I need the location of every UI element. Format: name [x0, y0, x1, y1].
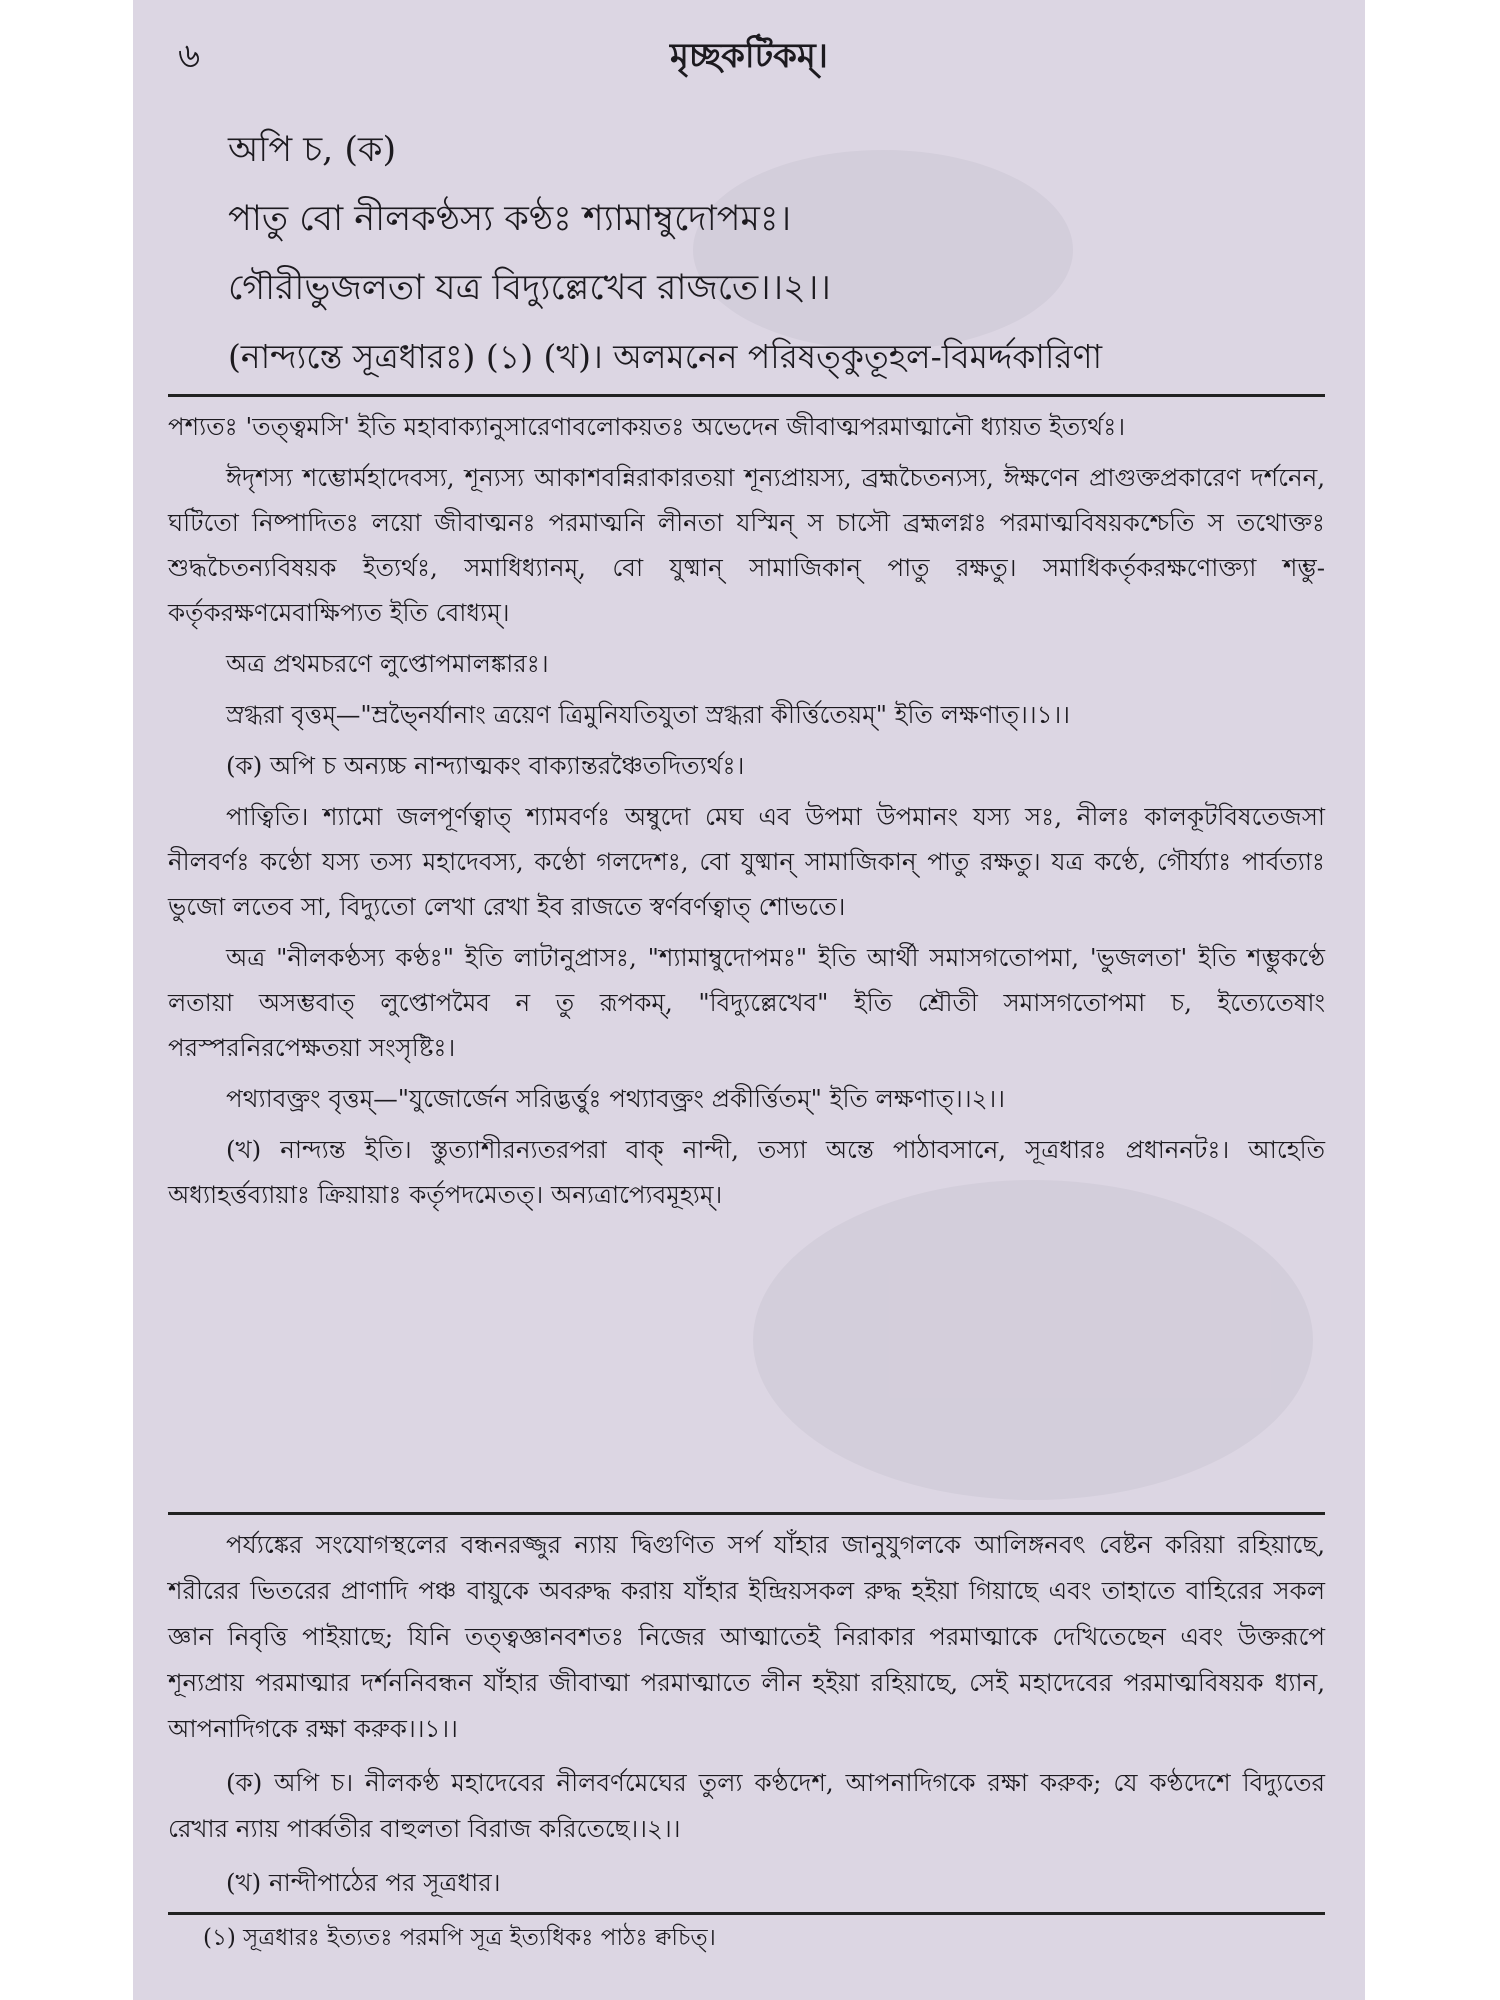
commentary-paragraph: ঈদৃশস্য শম্ভোর্মহাদেবস্য, শূন্যস্য আকাশবন্নিরাকারতয়া শূন্যপ্রায়স্য, ব্রহ্মচৈতন্যস্য, ঈক্ষণেন প্রাগুক্তপ্রকারেণ দর্শনেন, ঘটিতো নিষ্পাদিতঃ লয়ো জীবাত্মনঃ পরমাত্মনি লীনতা যস্মিন্ স চাসৌ ব্রহ্মলগ্নঃ পরমাত্মবিষয়কশ্চেতি স তথোক্তঃ শুদ্ধচৈতন্যবিষয়ক ইত্যর্থঃ, সমাধিধ্যানম্, বো যুষ্মান্ সামাজিকান্ পাতু রক্ষতু। সমাধিকর্তৃকরক্ষণোক্ত্যা শম্ভু-কর্তৃকরক্ষণমেবাক্ষিপ্যত ইতি বোধ্যম্। [168, 463, 1325, 627]
verse-line: অপি চ, (ক) [228, 130, 397, 170]
bengali-translation [168, 1522, 1325, 1906]
commentary-paragraph: (খ) নান্দ্যন্ত ইতি। স্তুত্যাশীরন্যতরপরা বাক্ নান্দী, তস্যা অন্তে পাঠাবসানে, সূত্রধারঃ প্রধাননটঃ। আহেতি অধ্যাহর্ত্তব্যায়াঃ ক্রিয়ায়াঃ কর্তৃপদমেতত্। অন্যত্রাপ্যেবমূহ্যম্। [168, 1135, 1325, 1209]
page-header [178, 30, 1320, 80]
left-margin [0, 0, 133, 2000]
divider [168, 1912, 1325, 1915]
verse-line: (নান্দ্যন্তে সূত্রধারঃ) (১) (খ)। অলমনেন পরিষত্কুতূহল-বিমর্দ্দকারিণা [228, 337, 1103, 376]
commentary-paragraph: অত্র "নীলকণ্ঠস্য কণ্ঠঃ" ইতি লাটানুপ্রাসঃ, "শ্যামাম্বুদোপমঃ" ইতি আর্থী সমাসগতোপমা, 'ভুজলতা' ইতি শম্ভুকণ্ঠে লতায়া অসম্ভবাত্ লুপ্তোপমৈব ন তু রূপকম্, "বিদ্যুল্লেখেব" ইতি শ্রৌতী সমাসগতোপমা চ, ইত্যেতেষাং পরস্পরনিরপেক্ষতয়া সংসৃষ্টিঃ। [168, 943, 1325, 1062]
divider [168, 394, 1325, 397]
commentary-paragraph: স্রগ্ধরা বৃত্তম্—"ম্রভ্নৈর্যানাং ত্রয়েণ ত্রিমুনিযতিযুতা স্রগ্ধরা কীর্ত্তিতেয়ম্" ইতি লক্ষণাত্।।১।। [226, 700, 1071, 729]
commentary-paragraph: (ক) অপি চ অন্যচ্চ নান্দ্যাত্মকং বাক্যান্তরঞ্চৈতদিত্যর্থঃ। [226, 751, 745, 780]
footnote: (১) সূত্রধারঃ ইত্যতঃ পরমপি সূত্র ইত্যধিকঃ পাঠঃ ক্বচিত্। [203, 1925, 716, 1951]
commentary-paragraph: অত্র প্রথমচরণে লুপ্তোপমালঙ্কারঃ। [226, 649, 549, 678]
sanskrit-commentary [168, 404, 1325, 1217]
commentary-paragraph: পশ্যতঃ 'তত্ত্বমসি' ইতি মহাবাক্যানুসারেণাবলোকয়তঃ অভেদেন জীবাত্মপরমাত্মানৌ ধ্যায়ত ইত্যর্থঃ। [168, 412, 1126, 441]
translation-paragraph: (খ) নান্দীপাঠের পর সূত্রধার। [226, 1868, 501, 1897]
divider [168, 1512, 1325, 1515]
translation-paragraph: পর্য্যঙ্কের সংযোগস্থলের বন্ধনরজ্জুর ন্যায় দ্বিগুণিত সর্প যাঁহার জানুযুগলকে আলিঙ্গনবৎ বেষ্টন করিয়া রহিয়াছে, শরীরের ভিতরের প্রাণাদি পঞ্চ বায়ুকে অবরুদ্ধ করায় যাঁহার ইন্দ্রিয়সকল রুদ্ধ হইয়া গিয়াছে এবং তাহাতে বাহিরের সকল জ্ঞান নিবৃত্তি পাইয়াছে; যিনি তত্ত্বজ্ঞানবশতঃ নিজের আত্মাতেই নিরাকার পরমাত্মাকে দেখিতেছেন এবং উক্তরূপে শূন্যপ্রায় পরমাত্মার দর্শননিবন্ধন যাঁহার জীবাত্মা পরমাত্মাতে লীন হইয়া রহিয়াছে, সেই মহাদেবের পরমাত্মবিষয়ক ধ্যান, আপনাদিগকে রক্ষা করুক।।১।। [168, 1530, 1325, 1743]
verse-block [228, 125, 1325, 401]
translation-paragraph: (ক) অপি চ। নীলকণ্ঠ মহাদেবের নীলবর্ণমেঘের তুল্য কণ্ঠদেশ, আপনাদিগকে রক্ষা করুক; যে কণ্ঠদেশে বিদ্যুতের রেখার ন্যায় পার্ব্বতীর বাহুলতা বিরাজ করিতেছে।।২।। [168, 1768, 1325, 1843]
book-page [133, 0, 1365, 2000]
page-number: ৬ [178, 36, 201, 76]
verse-line: পাতু বো নীলকণ্ঠস্য কণ্ঠঃ শ্যামাম্বুদোপমঃ। [228, 199, 792, 239]
verse-line: গৌরীভুজলতা যত্র বিদ্যুল্লেখেব রাজতে।।২।। [228, 268, 831, 308]
commentary-paragraph: পথ্যাবক্ত্রং বৃত্তম্—"যুজোর্জেন সরিদ্ভর্ত্তুঃ পথ্যাবক্ত্রং প্রকীর্ত্তিতম্" ইতি লক্ষণাত্।।২।। [226, 1084, 1006, 1113]
commentary-paragraph: পাত্বিতি। শ্যামো জলপূর্ণত্বাত্ শ্যামবর্ণঃ অম্বুদো মেঘ এব উপমা উপমানং যস্য সঃ, নীলঃ কালকূটবিষতেজসা নীলবর্ণঃ কণ্ঠো যস্য তস্য মহাদেবস্য, কণ্ঠো গলদেশঃ, বো যুষ্মান্ সামাজিকান্ পাতু রক্ষতু। যত্র কণ্ঠে, গৌর্য্যাঃ পার্বত্যাঃ ভুজো লতেব সা, বিদ্যুতো লেখা রেখা ইব রাজতে স্বর্ণবর্ণত্বাত্ শোভতে। [168, 802, 1325, 921]
running-title: মৃচ্ছকটিকম্। [670, 36, 828, 76]
right-margin [1365, 0, 1500, 2000]
